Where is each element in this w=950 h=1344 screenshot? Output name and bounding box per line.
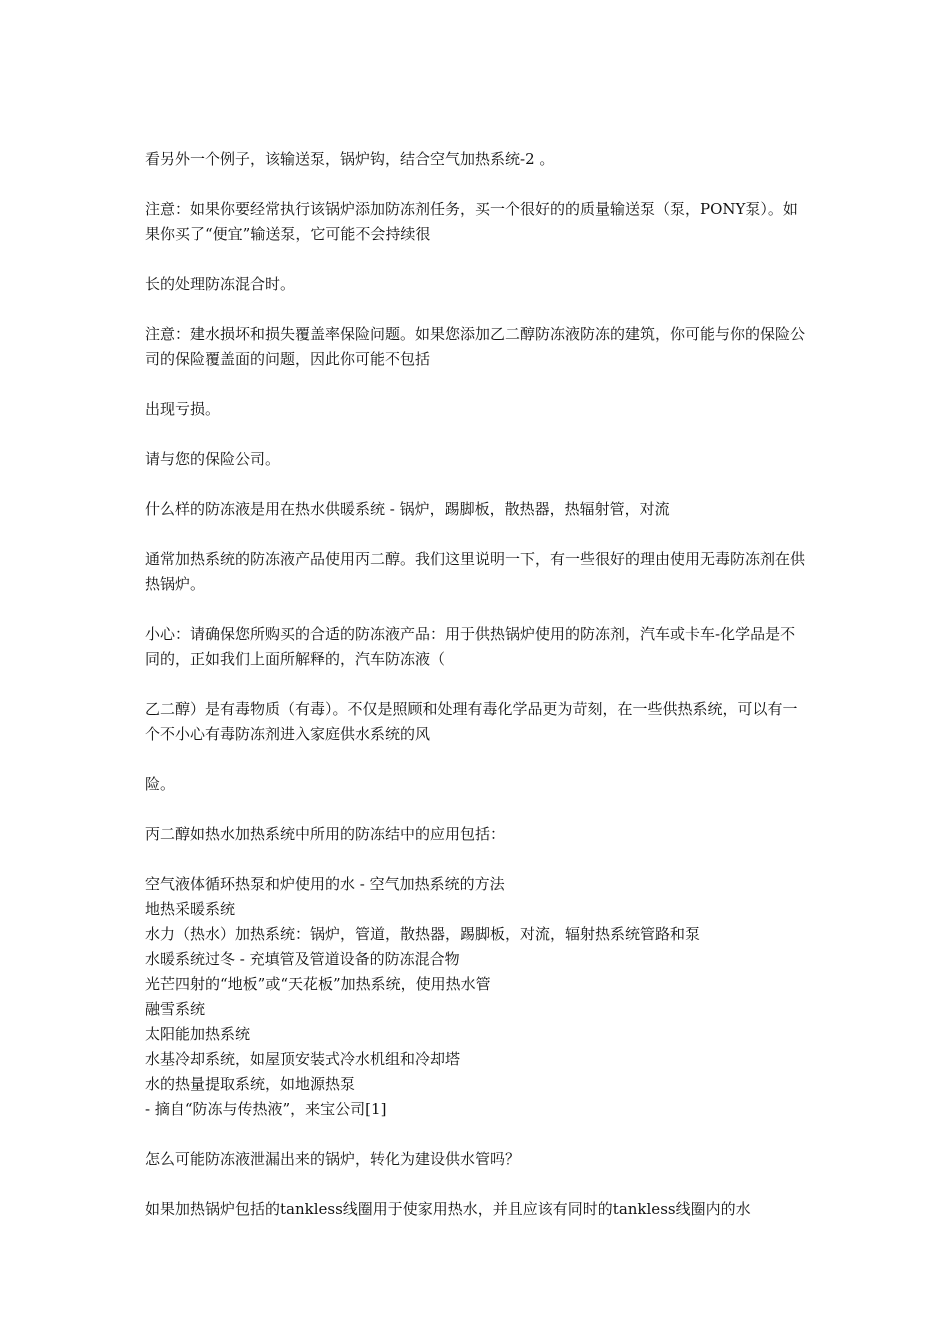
paragraph-example: 看另外一个例子，该输送泵，锅炉钩，结合空气加热系统-2 。 <box>145 150 555 168</box>
list-item: 太阳能加热系统 <box>145 1025 251 1043</box>
paragraph-insurance-note-cont: 出现亏损。 <box>145 400 221 418</box>
paragraph-caution-end: 险。 <box>145 775 176 793</box>
paragraph-caution-cont: 乙二醇）是有毒物质（有毒）。不仅是照顾和处理有毒化学品更为苛刻，在一些供热系统，可以有一个不小心有毒防冻剂进入家庭供水系统的风 <box>145 700 798 743</box>
list-item: 融雪系统 <box>145 1000 206 1018</box>
list-item: 空气液体循环热泵和炉使用的水 - 空气加热系统的方法 <box>145 875 505 893</box>
paragraph-pump-note: 注意：如果你要经常执行该锅炉添加防冻剂任务，买一个很好的的质量输送泵（泵，PONY泵）。如果你买了“便宜”输送泵，它可能不会持续很 <box>145 200 798 243</box>
list-item: 地热采暖系统 <box>145 900 236 918</box>
paragraph-propylene-glycol: 通常加热系统的防冻液产品使用丙二醇。我们这里说明一下，有一些很好的理由使用无毒防冻剂在供热锅炉。 <box>145 550 806 593</box>
paragraph-pump-note-cont: 长的处理防冻混合时。 <box>145 275 296 293</box>
list-item: 光芒四射的“地板”或“天花板”加热系统，使用热水管 <box>145 975 491 993</box>
applications-list <box>145 872 810 1122</box>
list-item: 水的热量提取系统，如地源热泵 <box>145 1075 356 1093</box>
list-item: 水基冷却系统，如屋顶安装式冷水机组和冷却塔 <box>145 1050 461 1068</box>
list-item: 水力（热水）加热系统：锅炉，管道，散热器，踢脚板，对流，辐射热系统管路和泵 <box>145 925 701 943</box>
paragraph-leak-question: 怎么可能防冻液泄漏出来的锅炉，转化为建设供水管吗？ <box>145 1150 521 1168</box>
paragraph-caution: 小心：请确保您所购买的合适的防冻液产品：用于供热锅炉使用的防冻剂，汽车或卡车-化学品是不同的，正如我们上面所解释的，汽车防冻液（ <box>145 625 796 668</box>
list-item-citation: - 摘自“防冻与传热液”，来宝公司[1] <box>145 1100 387 1118</box>
paragraph-applications-intro: 丙二醇如热水加热系统中所用的防冻结中的应用包括： <box>145 825 506 843</box>
paragraph-contact-insurer: 请与您的保险公司。 <box>145 450 281 468</box>
document-page <box>145 147 810 1247</box>
paragraph-insurance-note: 注意：建水损坏和损失覆盖率保险问题。如果您添加乙二醇防冻液防冻的建筑，你可能与你的保险公司的保险覆盖面的问题，因此你可能不包括 <box>145 325 806 368</box>
list-item: 水暖系统过冬 - 充填管及管道设备的防冻混合物 <box>145 950 460 968</box>
paragraph-question-antifreeze-type: 什么样的防冻液是用在热水供暖系统 - 锅炉，踢脚板，散热器，热辐射管，对流 <box>145 500 670 518</box>
paragraph-tankless-coil: 如果加热锅炉包括的tankless线圈用于使家用热水，并且应该有同时的tankless线圈内的水 <box>145 1200 751 1218</box>
